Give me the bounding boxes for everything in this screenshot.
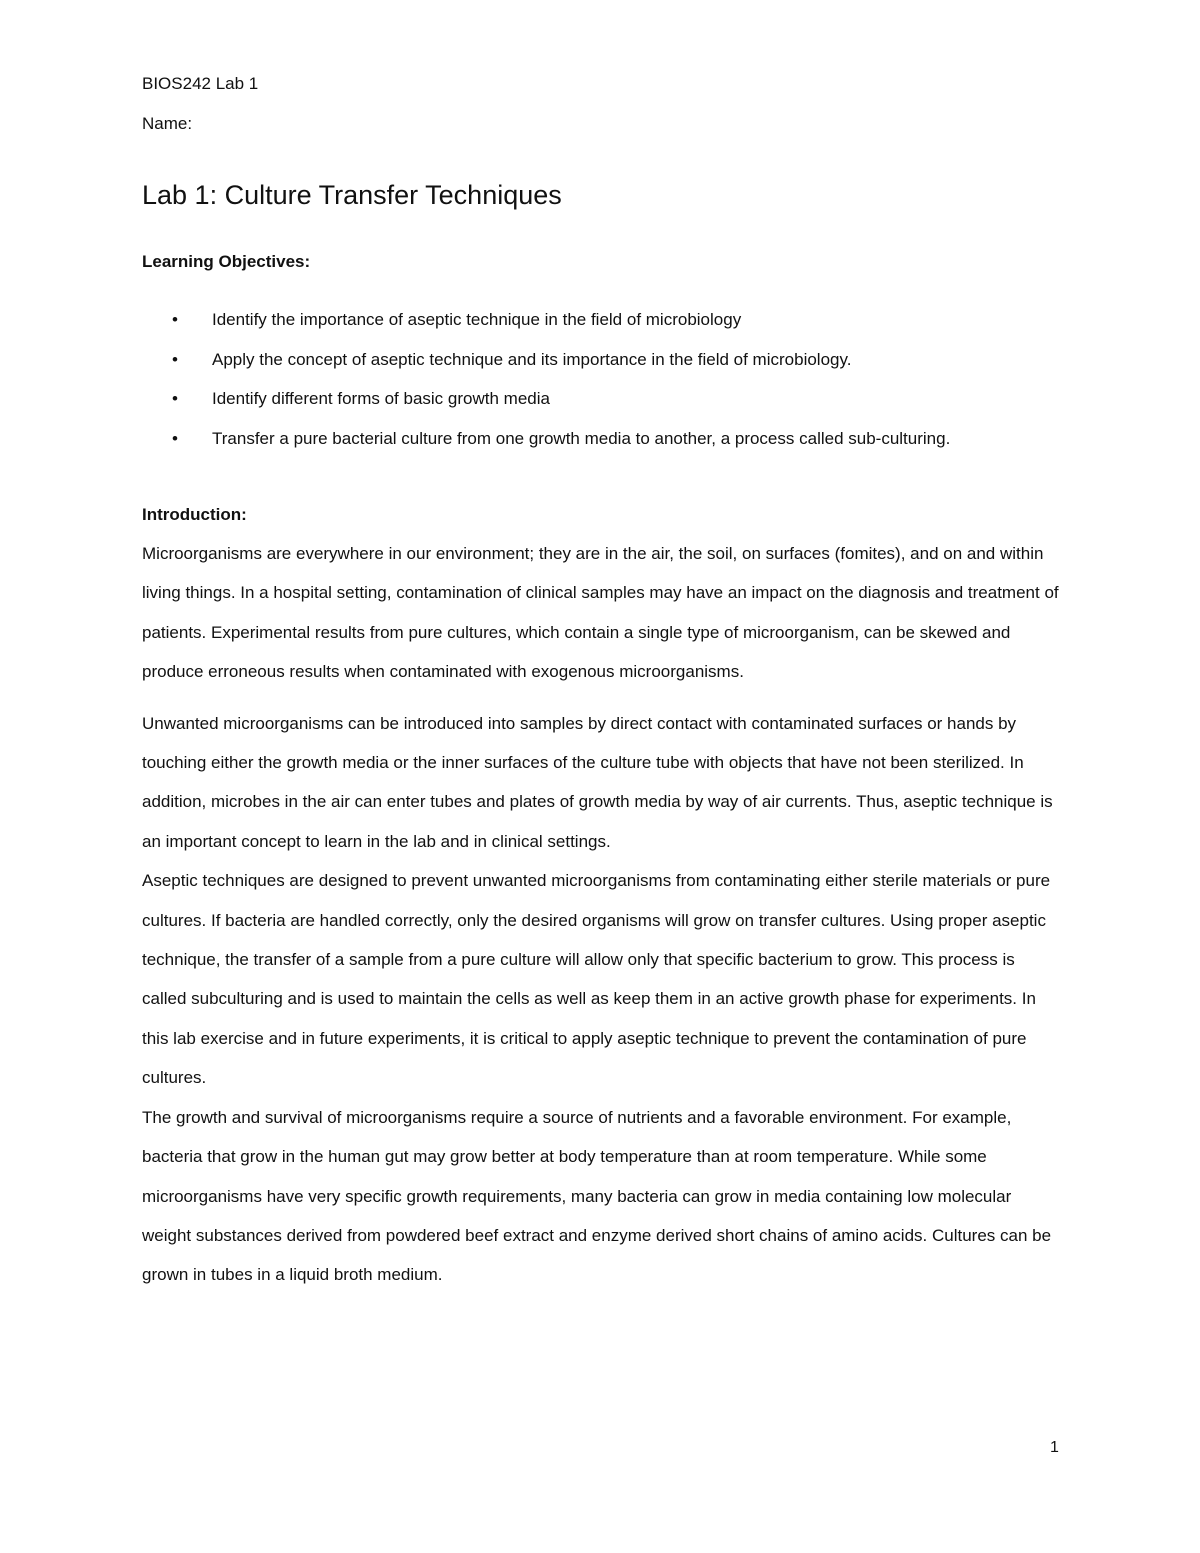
intro-paragraph: Unwanted microorganisms can be introduced into samples by direct contact with contaminated surfaces or hands by touching either the growth media or the inner surfaces of the culture tube with objects that have not been sterilized. In addition, microbes in the air can enter tubes and plates of growth media by way of air currents. Thus, aseptic technique is an important concept to learn in the lab and in clinical settings.: [142, 713, 1053, 851]
objective-text: Apply the concept of aseptic technique and its importance in the field of microbiology.: [212, 349, 852, 369]
objective-text: Transfer a pure bacterial culture from one growth media to another, a process called sub-culturing.: [212, 428, 951, 448]
objectives-list: [142, 300, 1062, 458]
objective-item: [142, 300, 1062, 340]
page-title: Lab 1: Culture Transfer Techniques: [142, 180, 562, 210]
learning-objectives-heading: Learning Objectives:: [142, 252, 311, 271]
course-header: BIOS242 Lab 1: [142, 74, 259, 93]
objective-text: Identify the importance of aseptic technique in the field of microbiology: [212, 310, 742, 329]
objective-text: Identify different forms of basic growth media: [212, 389, 550, 408]
objective-item: [142, 419, 1062, 459]
page-content: [142, 72, 1062, 1295]
intro-paragraph: Aseptic techniques are designed to prevent unwanted microorganisms from contaminating either sterile materials or pure cultures. If bacteria are handled correctly, only the desired organisms will grow on transfer cultures. Using proper aseptic technique, the transfer of a sample from a pure culture will allow only that specific bacterium to grow. This process is called subculturing and is used to maintain the cells as well as keep them in an active growth phase for experiments. In this lab exercise and in future experiments, it is critical to apply aseptic technique to prevent the contamination of pure cultures.: [142, 871, 1051, 1088]
name-label: Name:: [142, 114, 193, 133]
objective-item: [142, 379, 1062, 419]
bullet-icon: •: [172, 389, 178, 408]
bullet-icon: •: [172, 310, 178, 329]
introduction-heading: Introduction:: [142, 505, 247, 524]
page-number: 1: [1050, 1439, 1059, 1456]
bullet-icon: •: [172, 428, 178, 448]
bullet-icon: •: [172, 349, 178, 369]
objective-item: [142, 340, 1062, 380]
intro-paragraph: Microorganisms are everywhere in our environment; they are in the air, the soil, on surfaces (fomites), and on and within living things. In a hospital setting, contamination of clinical samples may have an impact on the diagnosis and treatment of patients. Experimental results from pure cultures, which contain a single type of microorganism, can be skewed and produce erroneous results when contaminated with exogenous microorganisms.: [142, 544, 1059, 682]
intro-paragraph: The growth and survival of microorganisms require a source of nutrients and a favorable environment. For example, bacteria that grow in the human gut may grow better at body temperature than at room temperature. While some microorganisms have very specific growth requirements, many bacteria can grow in media containing low molecular weight substances derived from powdered beef extract and enzyme derived short chains of amino acids. Cultures can be grown in tubes in a liquid broth medium.: [142, 1107, 1052, 1285]
